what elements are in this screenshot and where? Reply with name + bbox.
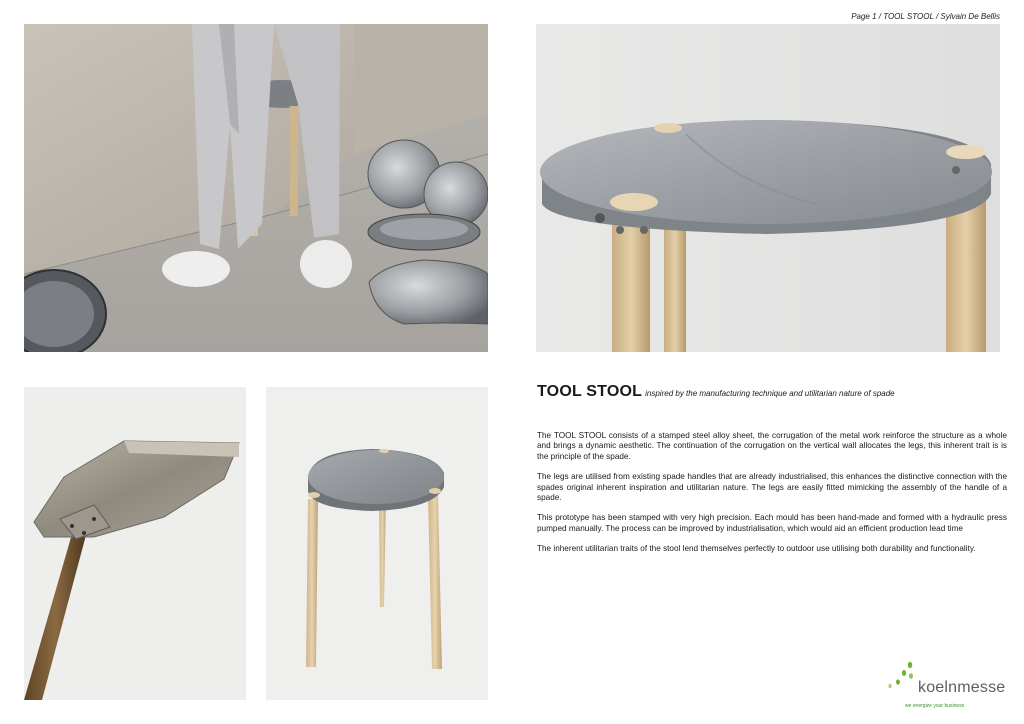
paragraph: The legs are utilised from existing spade handles that are already industrialised, this enhances the distinctive connection with the spades original inherent inspiration and utilitarian nature. The legs are easily fitted mimicking the assembly of the handle of a spade.: [537, 472, 1007, 503]
page-title: TOOL STOOL: [537, 383, 643, 400]
logo-tagline: we energize your business: [905, 703, 965, 709]
koelnmesse-logo: [884, 660, 1014, 715]
paragraph: The inherent utilitarian traits of the stool lend themselves perfectly to outdoor use utilising both durability and functionality.: [537, 544, 976, 554]
page-header: Page 1 / TOOL STOOL / Sylvain De Bellis: [851, 12, 1000, 21]
logo-wordmark: koelnmesse: [918, 679, 1006, 696]
page-subtitle: inspired by the manufacturing technique and utilitarian nature of spade: [645, 389, 895, 398]
stool-closeup-photo: [536, 24, 1000, 352]
person-standing-stool-photo: [24, 24, 488, 352]
title-row: [537, 383, 895, 401]
description-text: [537, 431, 1007, 565]
stool-full-photo: [266, 387, 488, 700]
spade-photo: [24, 387, 246, 700]
paragraph: The TOOL STOOL consists of a stamped steel alloy sheet, the corrugation of the metal work reinforce the structure as a whole and brings a dynamic aesthetic. The continuation of the corrugation on the vertical wall allocates the legs, this inherent trait is is the principle of the spade.: [537, 431, 1007, 461]
paragraph: This prototype has been stamped with very high precision. Each mould has been hand-made and formed with a hydraulic press pumped manually. The process can be improved by industrialisation, which would aid an efficient production lead time: [537, 513, 1007, 533]
